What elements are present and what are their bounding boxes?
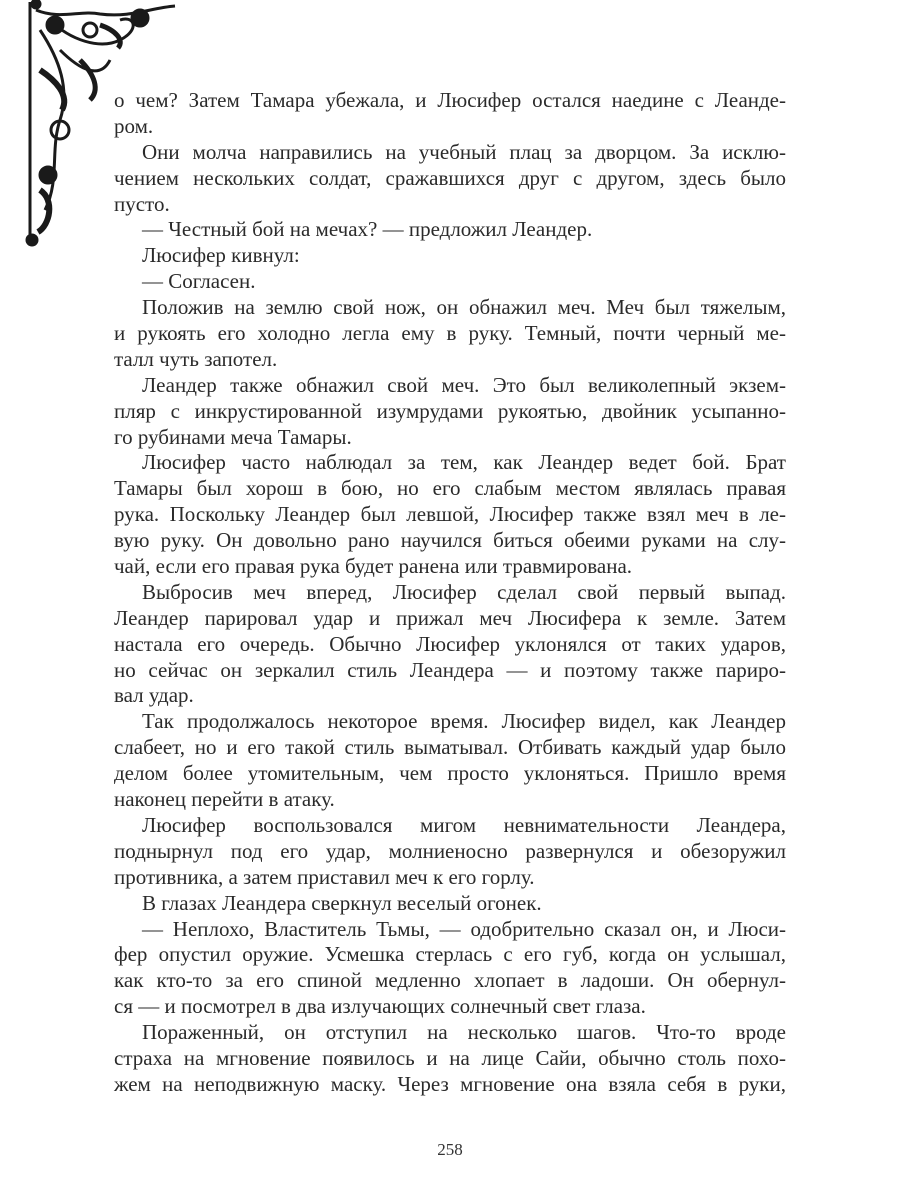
text-line: вую руку. Он довольно рано научился биться обеими руками на слу- [114, 528, 786, 553]
text-line: — Честный бой на мечах? — предложил Леандер. [142, 217, 593, 242]
text-line: чением нескольких солдат, сражавшихся друг с другом, здесь было [114, 165, 786, 190]
text-line: фер опустил оружие. Усмешка стерлась с его губ, когда он услышал, [114, 942, 786, 967]
text-line: Выбросив меч вперед, Люсифер сделал свой первый выпад. [142, 579, 786, 604]
text-line: рука. Поскольку Леандер был левшой, Люсифер также взял меч в ле- [114, 502, 786, 527]
text-line: Люсифер воспользовался мигом невнимательности Леандера, [142, 812, 786, 837]
text-line: пусто. [114, 191, 170, 216]
text-line: — Согласен. [142, 269, 256, 294]
text-line: Люсифер кивнул: [142, 243, 300, 268]
text-line: наконец перейти в атаку. [114, 787, 335, 812]
text-line: Леандер также обнажил свой меч. Это был великолепный экзем- [142, 372, 786, 397]
page-number: 258 [437, 1140, 463, 1159]
text-line: слабеет, но и его такой стиль выматывал. Отбивать каждый удар было [114, 735, 786, 760]
text-line: Они молча направились на учебный плац за дворцом. За исклю- [142, 139, 786, 164]
body-text [114, 88, 786, 1098]
text-line: и рукоять его холодно легла ему в руку. Темный, почти черный ме- [114, 321, 786, 346]
text-line: делом более утомительным, чем просто уклоняться. Пришло время [114, 761, 786, 786]
text-line: В глазах Леандера сверкнул веселый огонек. [142, 890, 542, 915]
text-line: поднырнул под его удар, молниеносно развернулся и обезоружил [114, 838, 786, 863]
text-line: о чем? Затем Тамара убежала, и Люсифер остался наедине с Леанде- [114, 88, 786, 112]
text-line: как кто-то за его спиной медленно хлопает в ладоши. Он обернул- [114, 968, 786, 993]
text-line: Пораженный, он отступил на несколько шагов. Что-то вроде [142, 1020, 786, 1045]
text-line: Леандер парировал удар и прижал меч Люсифера к земле. Затем [114, 605, 786, 630]
text-line: го рубинами меча Тамары. [114, 424, 352, 449]
text-line: ром. [114, 113, 154, 138]
text-line: страха на мгновение появилось и на лице Сайи, обычно столь похо- [114, 1045, 786, 1070]
text-line: — Неплохо, Властитель Тьмы, — одобрительно сказал он, и Люси- [142, 916, 786, 941]
text-line: жем на неподвижную маску. Через мгновение она взяла себя в руки, [114, 1071, 786, 1096]
text-line: Так продолжалось некоторое время. Люсифер видел, как Леандер [142, 709, 786, 734]
text-line: настала его очередь. Обычно Люсифер уклонялся от таких ударов, [114, 631, 786, 656]
text-line: ся — и посмотрел в два излучающих солнечный свет глаза. [114, 994, 646, 1019]
text-line: Положив на землю свой нож, он обнажил меч. Меч был тяжелым, [142, 295, 786, 320]
text-line: Тамары был хорош в бою, но его слабым местом являлась правая [114, 476, 786, 501]
text-line: чай, если его правая рука будет ранена или травмирована. [114, 554, 633, 579]
text-line: противника, а затем приставил меч к его горлу. [114, 864, 535, 889]
text-line: Люсифер часто наблюдал за тем, как Леандер ведет бой. Брат [142, 450, 786, 475]
text-line: талл чуть запотел. [114, 346, 278, 371]
text-line: вал удар. [114, 683, 194, 708]
text-line: но сейчас он зеркалил стиль Леандера — и поэтому также париро- [114, 657, 786, 682]
text-line: пляр с инкрустированной изумрудами рукоятью, двойник усыпанно- [114, 398, 786, 423]
